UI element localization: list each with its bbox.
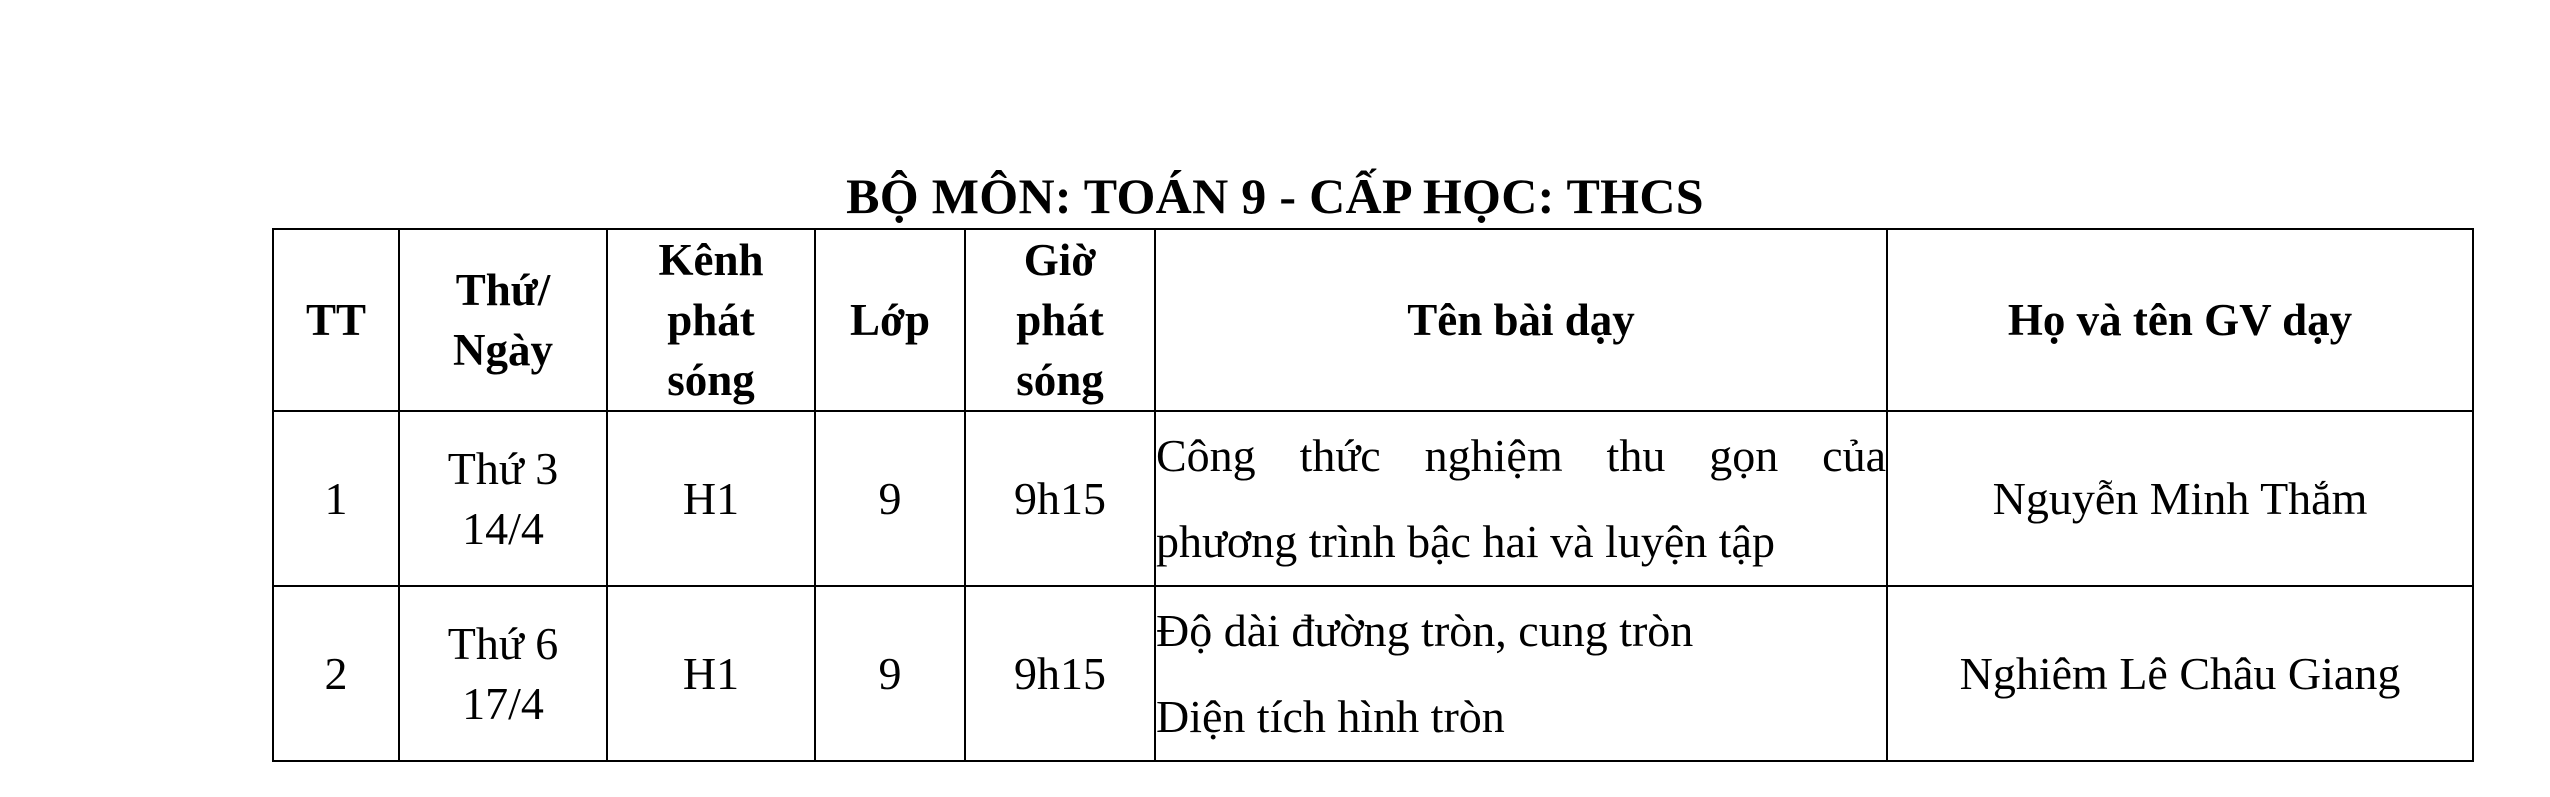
cell-day <box>399 411 607 586</box>
cell-lesson-line: Công thức nghiệm thu gọn của <box>1156 429 1886 481</box>
header-channel-line: phát <box>667 295 755 345</box>
cell-tt: 2 <box>273 586 399 761</box>
header-day-line: Ngày <box>453 325 553 375</box>
table-row <box>273 411 2473 586</box>
cell-class: 9 <box>815 411 965 586</box>
cell-day <box>399 586 607 761</box>
cell-time: 9h15 <box>965 586 1155 761</box>
cell-teacher: Nguyễn Minh Thắm <box>1887 411 2473 586</box>
header-channel-line: sóng <box>667 355 755 405</box>
header-time <box>965 229 1155 411</box>
header-day-line: Thứ/ <box>455 265 551 315</box>
cell-channel: H1 <box>607 586 815 761</box>
header-day <box>399 229 607 411</box>
cell-lesson <box>1155 586 1887 761</box>
header-channel-line: Kênh <box>658 235 764 285</box>
header-time-line: phát <box>1016 295 1104 345</box>
cell-class: 9 <box>815 586 965 761</box>
header-tt: TT <box>273 229 399 411</box>
cell-teacher: Nghiêm Lê Châu Giang <box>1887 586 2473 761</box>
cell-lesson <box>1155 411 1887 586</box>
cell-lesson-line: phương trình bậc hai và luyện tập <box>1156 515 1775 567</box>
cell-time: 9h15 <box>965 411 1155 586</box>
header-teacher: Họ và tên GV dạy <box>1887 229 2473 411</box>
header-class: Lớp <box>815 229 965 411</box>
cell-channel: H1 <box>607 411 815 586</box>
cell-lesson-line: Độ dài đường tròn, cung tròn <box>1156 604 1694 656</box>
header-time-line: Giờ <box>1023 235 1097 285</box>
header-time-line: sóng <box>1016 355 1104 405</box>
header-lesson: Tên bài dạy <box>1155 229 1887 411</box>
cell-day-line: 17/4 <box>462 677 544 729</box>
cell-tt: 1 <box>273 411 399 586</box>
schedule-table <box>272 228 2474 762</box>
cell-day-line: Thứ 3 <box>447 442 559 494</box>
table-row <box>273 586 2473 761</box>
header-channel <box>607 229 815 411</box>
document-title: BỘ MÔN: TOÁN 9 - CẤP HỌC: THCS <box>846 168 1704 224</box>
cell-day-line: Thứ 6 <box>447 617 559 669</box>
header-row <box>273 229 2473 411</box>
cell-lesson-line: Diện tích hình tròn <box>1156 690 1505 742</box>
cell-day-line: 14/4 <box>462 502 544 554</box>
